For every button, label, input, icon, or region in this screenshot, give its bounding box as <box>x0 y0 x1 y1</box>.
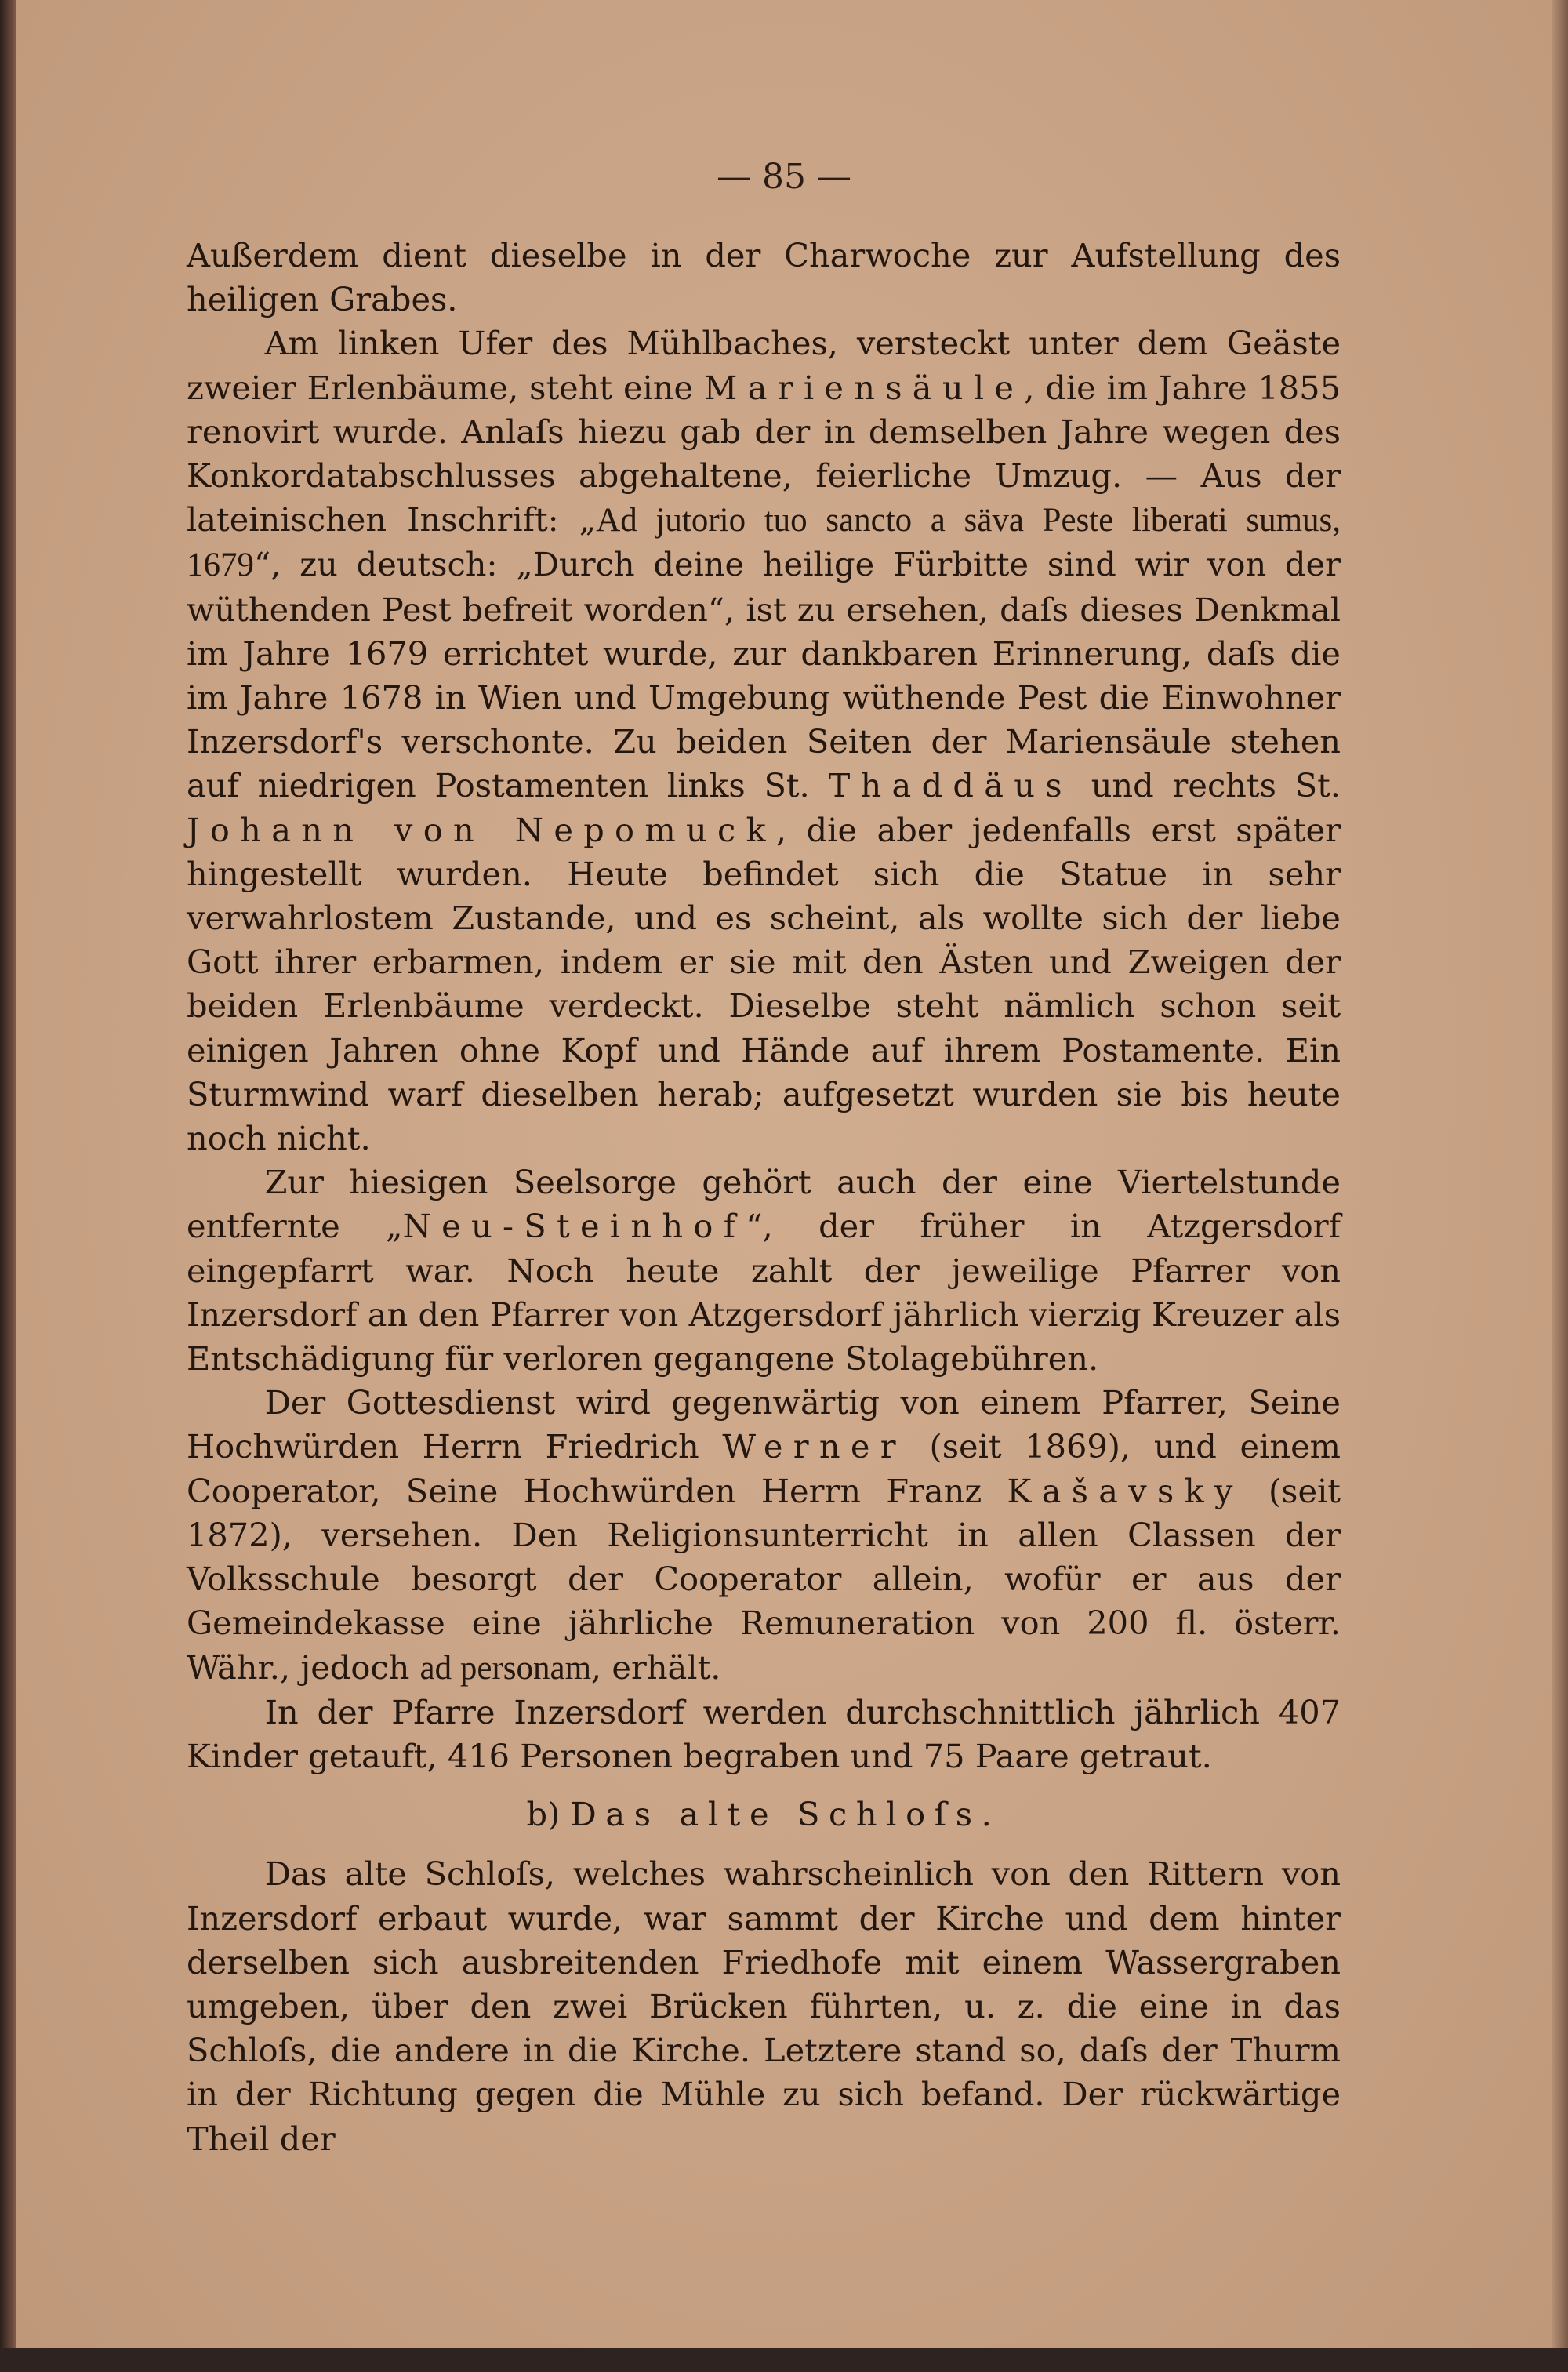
spaced-name-neu-steinhof: Neu-Steinhof <box>402 1207 746 1246</box>
paragraph-2-text-b: , die im Jahre 1855 renovirt wurde. Anlaſs hiezu gab der in demselben Jahre wegen des Konkordatabschlusses abgehaltene, feierliche Umzug. — Aus der lateinischen Inschrift: „ <box>187 368 1341 539</box>
spaced-name-thaddaeus: Thaddäus <box>828 766 1073 805</box>
page-body <box>187 234 1341 2161</box>
paragraph-3 <box>187 1161 1341 1381</box>
paragraph-4-text-a: Der Gottesdienst wird gegenwärtig von einem Pfarrer, Seine Hochwürden Herrn Friedrich <box>187 1383 1341 1466</box>
paragraph-3-text-a: Zur hiesigen Seelsorge gehört auch der eine Viertelstunde entfernte „ <box>187 1163 1341 1246</box>
paragraph-5-text: In der Pfarre Inzersdorf werden durchschnittlich jährlich 407 Kinder getauft, 416 Personen begraben und 75 Paare getraut. <box>187 1692 1341 1775</box>
spaced-name-mariensaeule: Mariensäule <box>703 368 1025 407</box>
latin-inscription: Ad jutorio tuo sancto a säva Peste liberati sumus, 1679 <box>187 502 1341 584</box>
spaced-name-kasavsky: Kašavsky <box>1007 1471 1243 1510</box>
paragraph-2-text-d: und rechts St. <box>1091 766 1341 805</box>
scan-bottom-edge <box>0 2348 1568 2372</box>
paragraph-2 <box>187 321 1341 1161</box>
paragraph-4 <box>187 1381 1341 1690</box>
paragraph-3-text-b: “, der früher in Atzgersdorf eingepfarrt war. Noch heute zahlt der jeweilige Pfarrer von Inzersdorf an den Pfarrer von Atzgersdorf jährlich vierzig Kreuzer als Entschädigung für verloren gegangene Stolagebühren. <box>187 1207 1341 1379</box>
spaced-name-johann: Johann von Nepomuck <box>187 810 776 849</box>
spaced-name-werner: Werner <box>722 1427 906 1466</box>
paragraph-4-text-c: (seit 1872), versehen. Den Religionsunterricht in allen Classen der Volksschule besorgt der Cooperator allein, wofür er aus der Gemeindekasse eine jährliche Remuneration von 200 fl. österr. Währ., jedoch <box>187 1471 1341 1687</box>
paragraph-4-text-d: , erhält. <box>591 1647 721 1687</box>
paragraph-6 <box>187 1852 1341 2160</box>
section-label: b) <box>526 1795 561 1834</box>
book-page <box>16 0 1552 2348</box>
paragraph-1 <box>187 234 1341 321</box>
paragraph-2-text-c: “, zu deutsch: „Durch deine heilige Fürbitte sind wir von der wüthenden Pest befreit worden“, ist zu ersehen, daſs dieses Denkmal im Jahre 1679 errichtet wurde, zur dankbaren Erinnerung, daſs die im Jahre 1678 in Wien und Umgebung wüthende Pest die Einwohner Inzersdorf's verschonte. Zu beiden Seiten der Mariensäule stehen auf niedrigen Postamenten links St. <box>187 545 1341 805</box>
latin-ad-personam: ad personam <box>419 1649 592 1687</box>
section-heading <box>187 1793 1341 1836</box>
paragraph-2-text-a: Am linken Ufer des Mühlbaches, versteckt unter dem Geäste zweier Erlenbäume, steht eine <box>187 324 1341 407</box>
paragraph-6-text: Das alte Schloſs, welches wahrscheinlich von den Rittern von Inzersdorf erbaut wurde, war sammt der Kirche und dem hinter derselben sich ausbreitenden Friedhofe mit einem Wassergraben umgeben, über den zwei Brücken führten, u. z. die eine in das Schloſs, die andere in die Kirche. Letztere stand so, daſs der Thurm in der Richtung gegen die Mühle zu sich befand. Der rückwärtige Theil der <box>187 1854 1341 2158</box>
paragraph-4-text-b: (seit 1869), und einem Cooperator, Seine Hochwürden Herrn Franz <box>187 1427 1341 1510</box>
page-number: — 85 — <box>717 157 851 197</box>
paragraph-1-text: Außerdem dient dieselbe in der Charwoche zur Aufstellung des heiligen Grabes. <box>187 236 1341 319</box>
paragraph-5 <box>187 1691 1341 1778</box>
page-edge <box>1552 0 1568 2372</box>
section-title: Das alte Schloſs. <box>570 1795 1001 1834</box>
paragraph-2-text-e: , die aber jedenfalls erst später hingestellt wurden. Heute befindet sich die Statue in sehr verwahrlostem Zustande, und es scheint, als wollte sich der liebe Gott ihrer erbarmen, indem er sie mit den Ästen und Zweigen der beiden Erlenbäume verdeckt. Dieselbe steht nämlich schon seit einigen Jahren ohne Kopf und Hände auf ihrem Postamente. Ein Sturmwind warf dieselben herab; aufgesetzt wurden sie bis heute noch nicht. <box>187 810 1341 1158</box>
